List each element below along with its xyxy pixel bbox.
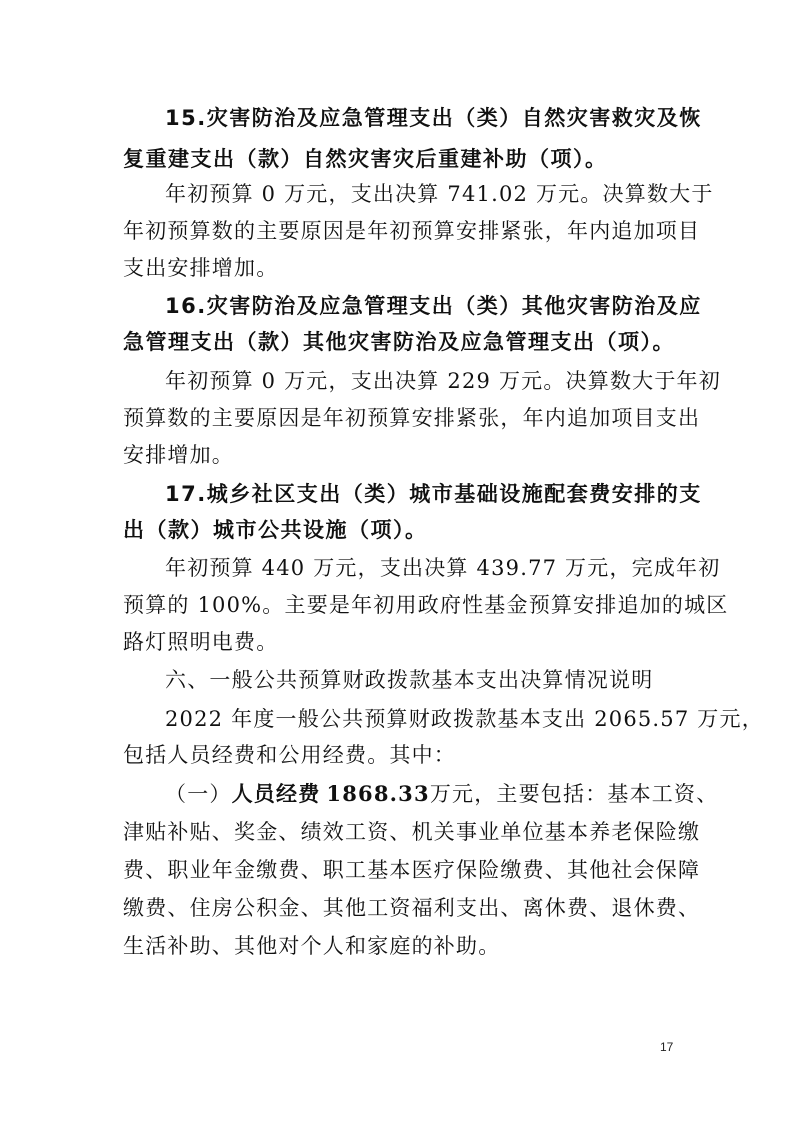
- section-16-body-line-1: 年初预算 0 万元，支出决算 229 万元。决算数大于年初: [165, 369, 721, 393]
- section-16-body-line-2: 预算数的主要原因是年初预算安排紧张，年内追加项目支出: [123, 406, 701, 430]
- section-17-title-line-1: 17.城乡社区支出（类）城市基础设施配套费安排的支: [165, 482, 702, 506]
- page-number: 17: [660, 1040, 674, 1054]
- section-16-title-line-1: 16.灾害防治及应急管理支出（类）其他灾害防治及应: [165, 294, 702, 318]
- section-15-body-line-2: 年初预算数的主要原因是年初预算安排紧张，年内追加项目: [123, 219, 701, 243]
- section-15-title-line-1: 15.灾害防治及应急管理支出（类）自然灾害救灾及恢: [165, 106, 702, 130]
- section-17-body-line-2: 预算的 100%。主要是年初用政府性基金预算安排追加的城区: [123, 593, 729, 617]
- personnel-label: 人员经费: [231, 781, 321, 806]
- personnel-line-4: 缴费、住房公积金、其他工资福利支出、离休费、退休费、: [123, 896, 701, 920]
- section-17-title-line-2: 出（款）城市公共设施（项）。: [123, 518, 428, 542]
- section-17-body-line-1: 年初预算 440 万元，支出决算 439.77 万元，完成年初: [165, 556, 721, 580]
- personnel-line-3: 费、职业年金缴费、职工基本医疗保险缴费、其他社会保障: [123, 858, 701, 882]
- section-17-body-line-3: 路灯照明电费。: [123, 630, 279, 654]
- section-15-body-line-1: 年初预算 0 万元，支出决算 741.02 万元。决算数大于: [165, 182, 714, 206]
- section-15-body-line-3: 支出安排增加。: [123, 256, 279, 280]
- personnel-line-5: 生活补助、其他对个人和家庭的补助。: [123, 934, 501, 958]
- summary-line-1: 2022 年度一般公共预算财政拨款基本支出 2065.57 万元，: [165, 707, 764, 731]
- section-16-body-line-3: 安排增加。: [123, 443, 234, 467]
- section-16-title-line-2: 急管理支出（款）其他灾害防治及应急管理支出（项）。: [123, 330, 675, 354]
- section-6-heading: 六、一般公共预算财政拨款基本支出决算情况说明: [165, 668, 654, 692]
- section-15-title-line-2: 复重建支出（款）自然灾害灾后重建补助（项）。: [123, 147, 608, 171]
- personnel-line-2: 津贴补贴、奖金、绩效工资、机关事业单位基本养老保险缴: [123, 820, 701, 844]
- personnel-prefix: （一）: [165, 782, 232, 806]
- personnel-amount: 1868.33: [326, 781, 430, 806]
- personnel-line-1: [0, 779, 793, 809]
- summary-line-2: 包括人员经费和公用经费。其中：: [123, 743, 456, 767]
- personnel-suffix: 万元，主要包括：基本工资、: [429, 782, 719, 806]
